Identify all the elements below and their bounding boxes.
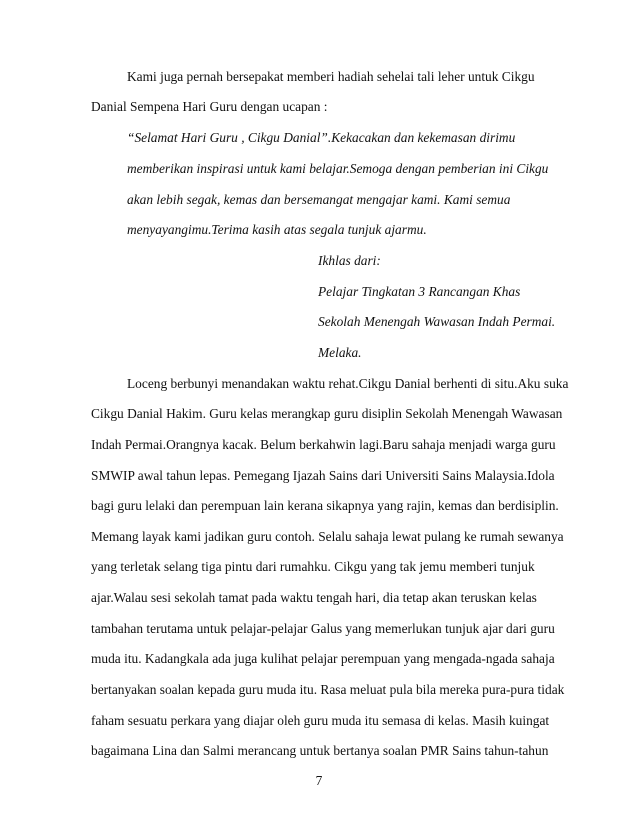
text-line: ajar.Walau sesi sekolah tamat pada waktu tengah hari, dia tetap akan teruskan kelas [91,590,537,605]
text-line: Cikgu Danial Hakim. Guru kelas merangkap guru disiplin Sekolah Menengah Wawasan [91,406,563,421]
page-number: 7 [315,773,323,788]
text-line: Kami juga pernah bersepakat memberi hadiah sehelai tali leher untuk Cikgu [127,69,535,84]
text-line: yang terletak selang tiga pintu dari rumahku. Cikgu yang tak jemu memberi tunjuk [91,559,535,574]
quote-line: “Selamat Hari Guru , Cikgu Danial”.Kekacakan dan kekemasan dirimu [127,130,516,145]
signature-line: Pelajar Tingkatan 3 Rancangan Khas [318,284,521,299]
text-line: Danial Sempena Hari Guru dengan ucapan : [91,99,328,114]
text-line: Loceng berbunyi menandakan waktu rehat.Cikgu Danial berhenti di situ.Aku suka [127,376,569,391]
quote-line: menyayangimu.Terima kasih atas segala tunjuk ajarmu. [127,222,427,237]
text-line: faham sesuatu perkara yang diajar oleh guru muda itu semasa di kelas. Masih kuingat [91,713,550,728]
quote-line: memberikan inspirasi untuk kami belajar.Semoga dengan pemberian ini Cikgu [127,161,549,176]
text-line: Memang layak kami jadikan guru contoh. Selalu sahaja lewat pulang ke rumah sewanya [91,529,564,544]
text-line: SMWIP awal tahun lepas. Pemegang Ijazah Sains dari Universiti Sains Malaysia.Idola [91,468,555,483]
text-line: muda itu. Kadangkala ada juga kulihat pelajar perempuan yang mengada-ngada sahaja [91,651,555,666]
text-line: tambahan terutama untuk pelajar-pelajar Galus yang memerlukan tunjuk ajar dari guru [91,621,555,636]
text-line: bagaimana Lina dan Salmi merancang untuk bertanya soalan PMR Sains tahun-tahun [91,743,549,758]
quote-line: akan lebih segak, kemas dan bersemangat mengajar kami. Kami semua [127,192,511,207]
signature-line: Sekolah Menengah Wawasan Indah Permai. [318,314,556,329]
text-line: bagi guru lelaki dan perempuan lain kerana sikapnya yang rajin, kemas dan berdisiplin. [91,498,559,513]
signature-line: Melaka. [318,345,362,360]
signature-line: Ikhlas dari: [318,253,381,268]
text-line: bertanyakan soalan kepada guru muda itu. Rasa meluat pula bila mereka pura-pura tidak [91,682,565,697]
text-line: Indah Permai.Orangnya kacak. Belum berkahwin lagi.Baru sahaja menjadi warga guru [91,437,556,452]
